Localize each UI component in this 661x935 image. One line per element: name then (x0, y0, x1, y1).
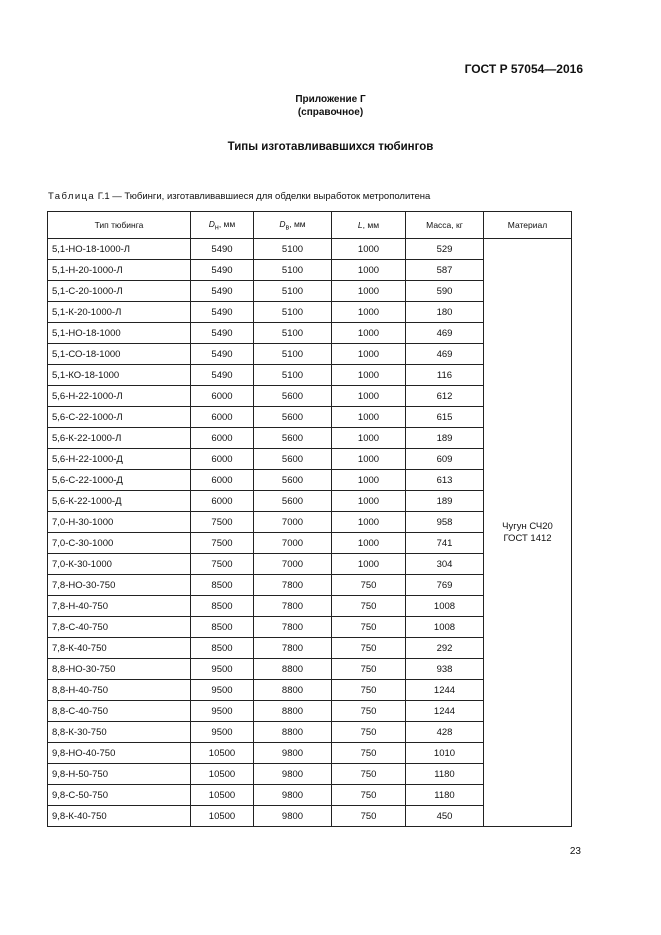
cell-type: 5,6-К-22-1000-Л (48, 428, 191, 449)
cell-type: 5,1-КО-18-1000 (48, 365, 191, 386)
cell-inner-diameter: 9800 (254, 785, 332, 806)
cell-mass: 938 (406, 659, 484, 680)
header-dv-symbol: D (279, 218, 286, 229)
page-number: 23 (569, 846, 581, 857)
cell-inner-diameter: 7000 (254, 512, 332, 533)
cell-type: 7,0-С-30-1000 (48, 533, 191, 554)
header-dv-subscript: в (285, 223, 290, 232)
cell-mass: 529 (406, 239, 484, 260)
appendix-title: Приложение Г (295, 94, 366, 105)
header-length (332, 212, 406, 239)
table-caption-number: Г.1 (97, 191, 110, 202)
cell-mass: 1244 (406, 701, 484, 722)
cell-outer-diameter: 10500 (191, 764, 254, 785)
cell-mass: 469 (406, 344, 484, 365)
cell-outer-diameter: 6000 (191, 386, 254, 407)
cell-outer-diameter: 9500 (191, 680, 254, 701)
cell-type: 5,6-Н-22-1000-Л (48, 386, 191, 407)
cell-mass: 116 (406, 365, 484, 386)
cell-inner-diameter: 5100 (254, 365, 332, 386)
cell-length: 1000 (332, 533, 406, 554)
cell-length: 1000 (332, 365, 406, 386)
cell-type: 8,8-С-40-750 (48, 701, 191, 722)
cell-mass: 469 (406, 323, 484, 344)
cell-mass: 1008 (406, 596, 484, 617)
cell-inner-diameter: 7000 (254, 533, 332, 554)
cell-type: 5,6-С-22-1000-Л (48, 407, 191, 428)
cell-outer-diameter: 5490 (191, 281, 254, 302)
cell-type: 9,8-Н-50-750 (48, 764, 191, 785)
cell-outer-diameter: 8500 (191, 617, 254, 638)
cell-mass: 189 (406, 491, 484, 512)
table-body (48, 239, 572, 827)
cell-mass: 609 (406, 449, 484, 470)
cell-inner-diameter: 5100 (254, 302, 332, 323)
header-dn-unit: , мм (218, 218, 236, 229)
cell-mass: 741 (406, 533, 484, 554)
cell-outer-diameter: 10500 (191, 806, 254, 827)
cell-outer-diameter: 9500 (191, 701, 254, 722)
cell-length: 750 (332, 680, 406, 701)
cell-length: 1000 (332, 407, 406, 428)
cell-outer-diameter: 8500 (191, 575, 254, 596)
appendix-heading (0, 93, 661, 119)
cell-type: 7,0-Н-30-1000 (48, 512, 191, 533)
cell-mass: 958 (406, 512, 484, 533)
cell-inner-diameter: 8800 (254, 722, 332, 743)
cell-outer-diameter: 5490 (191, 260, 254, 281)
cell-outer-diameter: 9500 (191, 659, 254, 680)
cell-mass: 615 (406, 407, 484, 428)
cell-length: 1000 (332, 260, 406, 281)
cell-type: 9,8-С-50-750 (48, 785, 191, 806)
cell-inner-diameter: 9800 (254, 764, 332, 785)
tubing-table (47, 211, 572, 827)
table-caption (48, 191, 430, 202)
cell-inner-diameter: 8800 (254, 659, 332, 680)
cell-type: 8,8-НО-30-750 (48, 659, 191, 680)
cell-outer-diameter: 6000 (191, 449, 254, 470)
table-header-row (48, 212, 572, 239)
cell-inner-diameter: 5100 (254, 239, 332, 260)
cell-mass: 613 (406, 470, 484, 491)
cell-length: 750 (332, 596, 406, 617)
cell-type: 7,8-НО-30-750 (48, 575, 191, 596)
cell-outer-diameter: 8500 (191, 638, 254, 659)
cell-length: 750 (332, 806, 406, 827)
cell-length: 1000 (332, 239, 406, 260)
cell-type: 5,1-Н-20-1000-Л (48, 260, 191, 281)
cell-type: 5,1-К-20-1000-Л (48, 302, 191, 323)
cell-type: 7,0-К-30-1000 (48, 554, 191, 575)
cell-inner-diameter: 5100 (254, 323, 332, 344)
cell-mass: 180 (406, 302, 484, 323)
cell-length: 1000 (332, 428, 406, 449)
cell-outer-diameter: 7500 (191, 512, 254, 533)
cell-outer-diameter: 6000 (191, 470, 254, 491)
cell-inner-diameter: 8800 (254, 680, 332, 701)
cell-outer-diameter: 6000 (191, 428, 254, 449)
cell-inner-diameter: 8800 (254, 701, 332, 722)
cell-mass: 612 (406, 386, 484, 407)
cell-type: 9,8-НО-40-750 (48, 743, 191, 764)
cell-inner-diameter: 5100 (254, 260, 332, 281)
cell-length: 750 (332, 764, 406, 785)
cell-length: 750 (332, 638, 406, 659)
cell-inner-diameter: 7800 (254, 575, 332, 596)
cell-outer-diameter: 7500 (191, 533, 254, 554)
material-standard: ГОСТ 1412 (503, 532, 552, 544)
cell-length: 750 (332, 722, 406, 743)
header-l-symbol: L (357, 220, 363, 230)
cell-inner-diameter: 5600 (254, 386, 332, 407)
cell-type: 5,6-Н-22-1000-Д (48, 449, 191, 470)
cell-mass: 1010 (406, 743, 484, 764)
cell-outer-diameter: 5490 (191, 302, 254, 323)
cell-length: 1000 (332, 302, 406, 323)
cell-outer-diameter: 10500 (191, 785, 254, 806)
cell-length: 1000 (332, 554, 406, 575)
cell-material (484, 239, 572, 827)
cell-inner-diameter: 7000 (254, 554, 332, 575)
cell-type: 5,6-С-22-1000-Д (48, 470, 191, 491)
cell-type: 5,1-С-20-1000-Л (48, 281, 191, 302)
cell-mass: 304 (406, 554, 484, 575)
header-dv-unit: , мм (289, 218, 306, 229)
cell-outer-diameter: 6000 (191, 407, 254, 428)
cell-type: 5,1-СО-18-1000 (48, 344, 191, 365)
material-name: Чугун СЧ20 (502, 520, 553, 532)
cell-length: 1000 (332, 470, 406, 491)
cell-inner-diameter: 9800 (254, 806, 332, 827)
cell-length: 750 (332, 743, 406, 764)
cell-mass: 587 (406, 260, 484, 281)
cell-mass: 1244 (406, 680, 484, 701)
cell-inner-diameter: 5600 (254, 470, 332, 491)
cell-type: 5,1-НО-18-1000 (48, 323, 191, 344)
cell-mass: 590 (406, 281, 484, 302)
header-material: Материал (484, 212, 572, 239)
cell-inner-diameter: 5600 (254, 491, 332, 512)
cell-length: 750 (332, 785, 406, 806)
cell-inner-diameter: 5600 (254, 428, 332, 449)
cell-length: 1000 (332, 323, 406, 344)
cell-outer-diameter: 10500 (191, 743, 254, 764)
cell-length: 750 (332, 617, 406, 638)
cell-length: 1000 (332, 491, 406, 512)
document-code: ГОСТ Р 57054—2016 (464, 62, 583, 76)
cell-inner-diameter: 5600 (254, 407, 332, 428)
cell-mass: 292 (406, 638, 484, 659)
cell-type: 5,1-НО-18-1000-Л (48, 239, 191, 260)
cell-length: 1000 (332, 512, 406, 533)
cell-type: 7,8-Н-40-750 (48, 596, 191, 617)
header-dn-symbol: D (208, 218, 215, 229)
header-inner-diameter (254, 212, 332, 239)
cell-outer-diameter: 9500 (191, 722, 254, 743)
header-outer-diameter (191, 212, 254, 239)
cell-outer-diameter: 5490 (191, 239, 254, 260)
cell-inner-diameter: 5100 (254, 281, 332, 302)
cell-inner-diameter: 5600 (254, 449, 332, 470)
header-l-unit: , мм (362, 220, 380, 230)
cell-inner-diameter: 7800 (254, 596, 332, 617)
cell-length: 1000 (332, 344, 406, 365)
cell-mass: 1180 (406, 785, 484, 806)
cell-mass: 428 (406, 722, 484, 743)
cell-type: 7,8-С-40-750 (48, 617, 191, 638)
cell-mass: 450 (406, 806, 484, 827)
section-title: Типы изготавливавшихся тюбингов (227, 141, 434, 153)
cell-type: 8,8-К-30-750 (48, 722, 191, 743)
cell-outer-diameter: 5490 (191, 323, 254, 344)
table-row (48, 239, 572, 260)
cell-length: 1000 (332, 449, 406, 470)
appendix-note: (справочное) (297, 107, 364, 118)
header-dn-subscript: н (214, 223, 219, 232)
table-caption-prefix: Таблица (48, 191, 96, 202)
cell-outer-diameter: 8500 (191, 596, 254, 617)
cell-mass: 769 (406, 575, 484, 596)
cell-outer-diameter: 5490 (191, 344, 254, 365)
cell-type: 8,8-Н-40-750 (48, 680, 191, 701)
cell-length: 1000 (332, 281, 406, 302)
cell-inner-diameter: 7800 (254, 638, 332, 659)
header-type: Тип тюбинга (48, 212, 191, 239)
cell-mass: 1180 (406, 764, 484, 785)
cell-length: 750 (332, 659, 406, 680)
header-mass: Масса, кг (406, 212, 484, 239)
cell-outer-diameter: 7500 (191, 554, 254, 575)
cell-length: 750 (332, 575, 406, 596)
cell-mass: 189 (406, 428, 484, 449)
cell-length: 750 (332, 701, 406, 722)
cell-length: 1000 (332, 386, 406, 407)
cell-inner-diameter: 9800 (254, 743, 332, 764)
cell-outer-diameter: 5490 (191, 365, 254, 386)
cell-type: 5,6-К-22-1000-Д (48, 491, 191, 512)
table-caption-text: — Тюбинги, изготавливавшиеся для обделки выработок метрополитена (112, 191, 431, 202)
cell-type: 9,8-К-40-750 (48, 806, 191, 827)
cell-inner-diameter: 5100 (254, 344, 332, 365)
cell-mass: 1008 (406, 617, 484, 638)
cell-inner-diameter: 7800 (254, 617, 332, 638)
cell-type: 7,8-К-40-750 (48, 638, 191, 659)
cell-outer-diameter: 6000 (191, 491, 254, 512)
